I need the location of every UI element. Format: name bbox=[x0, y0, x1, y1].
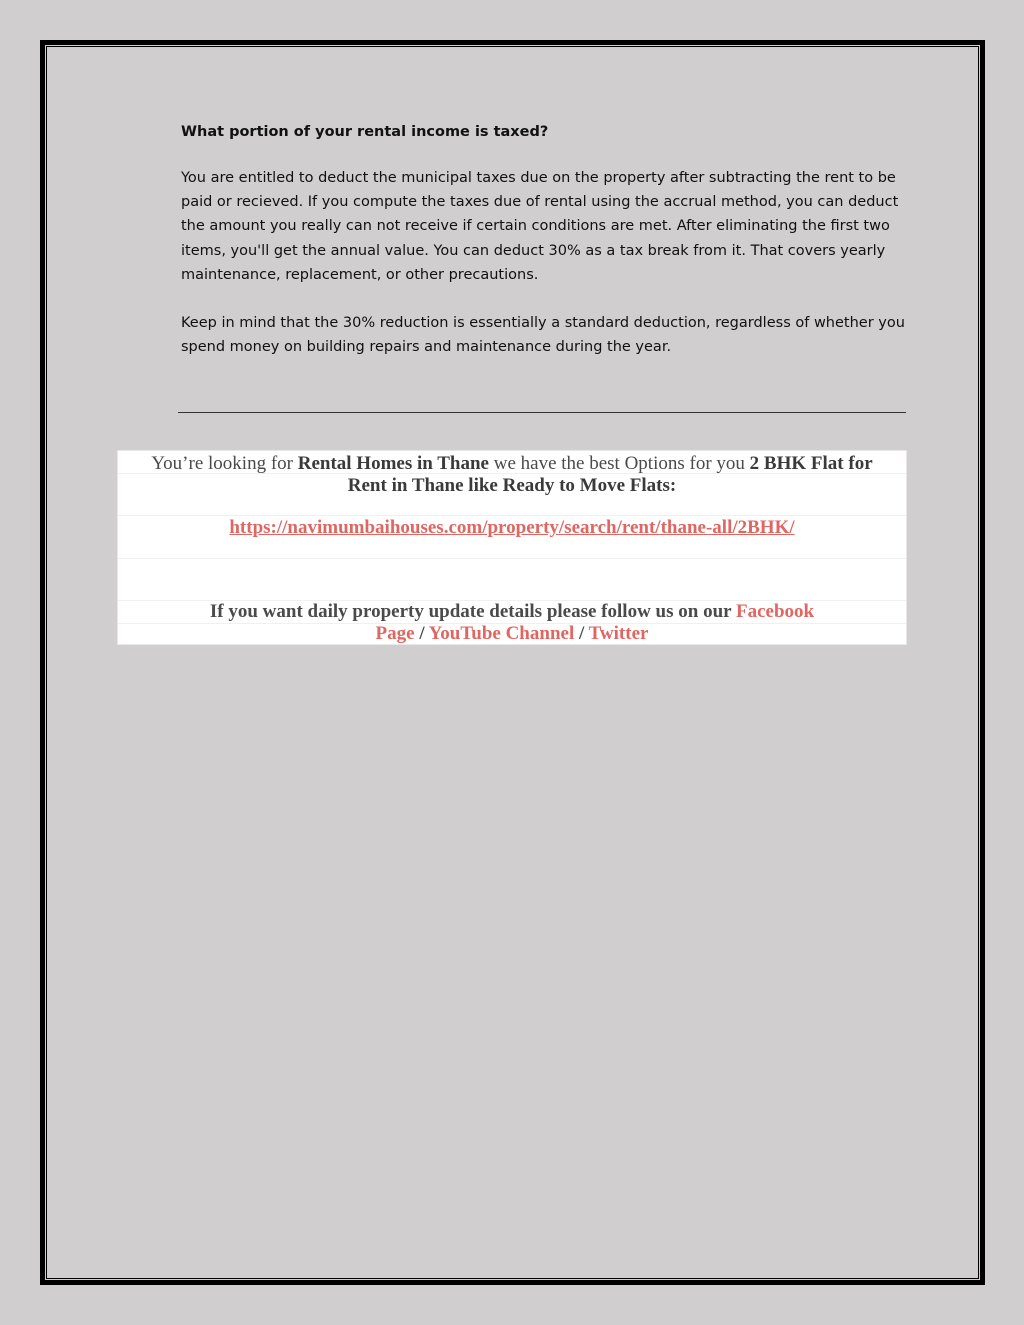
separator: / bbox=[574, 623, 589, 644]
promo-row-divider bbox=[118, 558, 906, 559]
separator: / bbox=[414, 623, 429, 644]
follow-us bbox=[118, 601, 906, 645]
promo-flat-for: 2 BHK Flat for bbox=[749, 453, 873, 474]
article-heading: What portion of your rental income is taxed? bbox=[181, 124, 549, 140]
promo-box bbox=[117, 450, 907, 645]
promo-line2: Rent in Thane like Ready to Move Flats: bbox=[347, 475, 677, 496]
promo-row-divider bbox=[118, 515, 906, 516]
twitter-link[interactable]: Twitter bbox=[588, 623, 649, 644]
article-paragraph-2: Keep in mind that the 30% reduction is essentially a standard deduction, regardless of whether you spend money on building repairs and maintenance during the year. bbox=[181, 315, 905, 356]
youtube-link[interactable]: YouTube Channel bbox=[428, 623, 575, 644]
divider-line bbox=[178, 412, 906, 413]
promo-rental-homes: Rental Homes in Thane bbox=[297, 453, 489, 474]
article-paragraph-1: You are entitled to deduct the municipal taxes due on the property after subtracting the rent to be paid or recieved. If you compute the taxes due of rental using the accrual method, you can deduct the amount you really can not receive if certain conditions are met. After eliminating the first two items, you'll get the annual value. You can deduct 30% as a tax break from it. That covers yearly maintenance, replacement, or other precautions. bbox=[181, 170, 899, 283]
promo-intro bbox=[118, 453, 906, 497]
property-search-link[interactable]: https://navimumbaihouses.com/property/search/rent/thane-all/2BHK/ bbox=[229, 517, 795, 538]
facebook-link[interactable]: Facebook bbox=[735, 601, 815, 622]
promo-mid-text: we have the best Options for you bbox=[489, 453, 750, 474]
facebook-page-link[interactable]: Page bbox=[375, 623, 415, 644]
article-body bbox=[181, 120, 911, 383]
promo-intro-text: You’re looking for bbox=[151, 453, 298, 474]
follow-text: If you want daily property update details please follow us on our bbox=[209, 601, 736, 622]
